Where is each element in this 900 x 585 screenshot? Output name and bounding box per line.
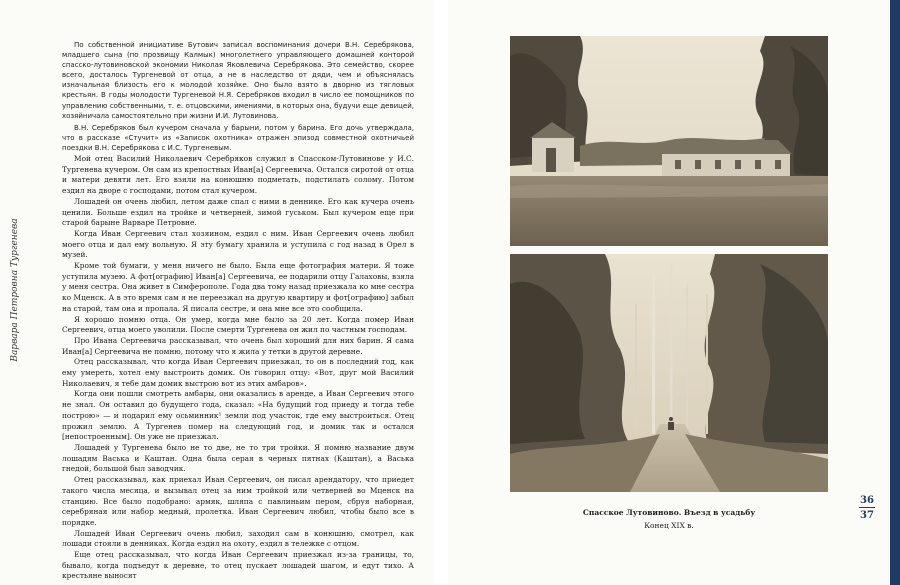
memoir-paragraph: Мой отец Василий Николаевич Серебряков служил в Спасском-Лутовинове у И.С. Тургенева кучером. Он сам из крепостных Иван[а] Сергеевича. Остался сиротой от отца и матери девяти лет. Его взяли на конюшню подметать, подстилать солому. Потом ездил на дворе с господами, потом стал кучером. <box>62 154 414 196</box>
page-number-left: 36 <box>860 495 874 506</box>
memoir-paragraph: Лошадей Иван Сергеевич очень любил, заходил сам в конюшню, смотрел, как лошади стояли в денниках. Когда ездил на охоту, ездил в тележке с отцом. <box>62 528 414 549</box>
memoir-paragraph: Отец рассказывал, как приехал Иван Сергеевич, он писал арендатору, что приедет такого числа месяца, и вызывал отец за ним тройкой или четверней во Мценск на станцию. Все было подобрано: армяк, шляпа с павлиньим пером, сбруя наборная, серебряная или набор медный, пролетка. Иван Сергеевич любил, чтобы было все в порядке. <box>62 475 414 527</box>
memoir-paragraph: Лошадей у Тургенева было не то две, не то три тройки. Я помню название двум лошадям Васька и Каштан. Одна была серая в черных пятнах (Каштан), а Васька гнедой, большой был заводчик. <box>62 442 414 474</box>
photo-estate-entrance <box>510 254 828 492</box>
photo-caption-date: Конец XIX в. <box>644 521 694 530</box>
photo-estate-entrance-image <box>510 254 828 492</box>
memoir-paragraph: Я хорошо помню отца. Он умер, когда мне было за 20 лет. Когда помер Иван Сергеевич, отца моего уволили. После смерти Тургенева он жил по частным господам. <box>62 314 414 335</box>
memoir-paragraph: Про Ивана Сергеевича рассказывал, что очень был хороший для них барин. Я сама Иван[а] Сергеевича не помню, потому что я жила у тетки в другой деревне. <box>62 335 414 356</box>
page-number-right: 37 <box>860 510 874 521</box>
book-spine <box>434 0 448 585</box>
memoir-paragraph: Еще отец рассказывал, что когда Иван Сергеевич приезжал из-за границы, то, бывало, когда подъедут к деревне, то отец пускает лошадей шагом, и едут тихо. А крестьяне выносят <box>62 550 414 581</box>
intro-paragraph: По собственной инициативе Бутович записал воспоминания дочери В.Н. Серебрякова, младшего сына (по прозвищу Калмык) многолетнего управляющего домашней конторой спасско-лутовиновской экономии Николая Яковлевича Серебрякова. Это семейство, скорее всего, досталось Тургеневой от отца, а не в наследство от дяди, чем и объясняласъ изначальная близость его к молодой хозяйке. Оно было взято в дворню из тягловых крестьян. В годы молодости Тургеневой Н.Я. Серебряков входил в число ее помощников по управлению собственными, т. е. отцовскими, имениями, в которых она, будучи еще девицей, хозяйничала самостоятельно при жизни И.И. Лутовинова. <box>62 41 414 120</box>
memoir-paragraph: Отец рассказывал, что когда Иван Сергеевич приезжал, то он в последний год, как ему умереть, хотел ему выстроить домик. Он говорил отцу: «Вот, друг мой Василий Николаевич, я тебе дам домик выстрою вот из этих амбаров». <box>62 357 414 388</box>
intro-text <box>62 40 414 155</box>
photo-caption-title: Спасское Лутовиново. Въезд в усадьбу <box>582 508 756 517</box>
memoir-paragraph: Когда они пошли смотреть амбары, они оказались в аренде, а Иван Сергеевич этого не знал. Он оставил до будущего года, сказал: «На будущий год приеду и тогда тебе построю» — и подарил ему осьминник¹ земли под участок, где ему выстроиться. Отец прожил землю. А Тургенев помер на следующий год, и домик так и остался [непостроенным]. Он уже не приезжал. <box>62 389 414 442</box>
memoir-paragraph: Лошадей он очень любил, летом даже спал с ними в деннике. Его как кучера очень ценили. Больше ездил на тройке и четверней, зимой гуськом. Был кучером еще при старой барыне Варваре Петровне. <box>62 196 414 228</box>
running-title-vertical: Варвара Петровна Тургенева <box>10 218 20 362</box>
intro-paragraph: В.Н. Серебряков был кучером сначала у барыни, потом у барина. Его дочь утверждала, что в рассказе «Стучит» из «Записок охотника» отражен эпизод совместной охотничьей поездки В.Н. Серебрякова с И.С. Тургеневым. <box>62 123 414 152</box>
page-edge-strip <box>890 0 900 585</box>
memoir-text <box>62 154 414 582</box>
memoir-paragraph: Когда Иван Сергеевич стал хозяином, ездил с ним. Иван Сергеевич очень любил моего отца и дал ему вольную. Я эту бумагу хранила и уступила с год назад в Орел в музей. <box>62 228 414 260</box>
left-page <box>0 0 434 585</box>
photo-manor-house <box>510 36 828 246</box>
photo-manor-house-image <box>510 36 828 246</box>
memoir-paragraph: Кроме той бумаги, у меня ничего не было. Была еще фотография матери. Я тоже уступила музею. А фот[ографию] Иван[а] Сергеевича, ее подарили отцу Галаховы, взяла у меня сестра. Она живет в Симферополе. Года два тому назад приезжала ко мне сестра ко Мценск. А в это время сам я не переезжал на другую квартиру и фот[ографию] забыл на старой, там она и пропала. Я писала сестре, и она мне все это сообщила. <box>62 261 414 313</box>
page-number-divider <box>859 507 875 508</box>
